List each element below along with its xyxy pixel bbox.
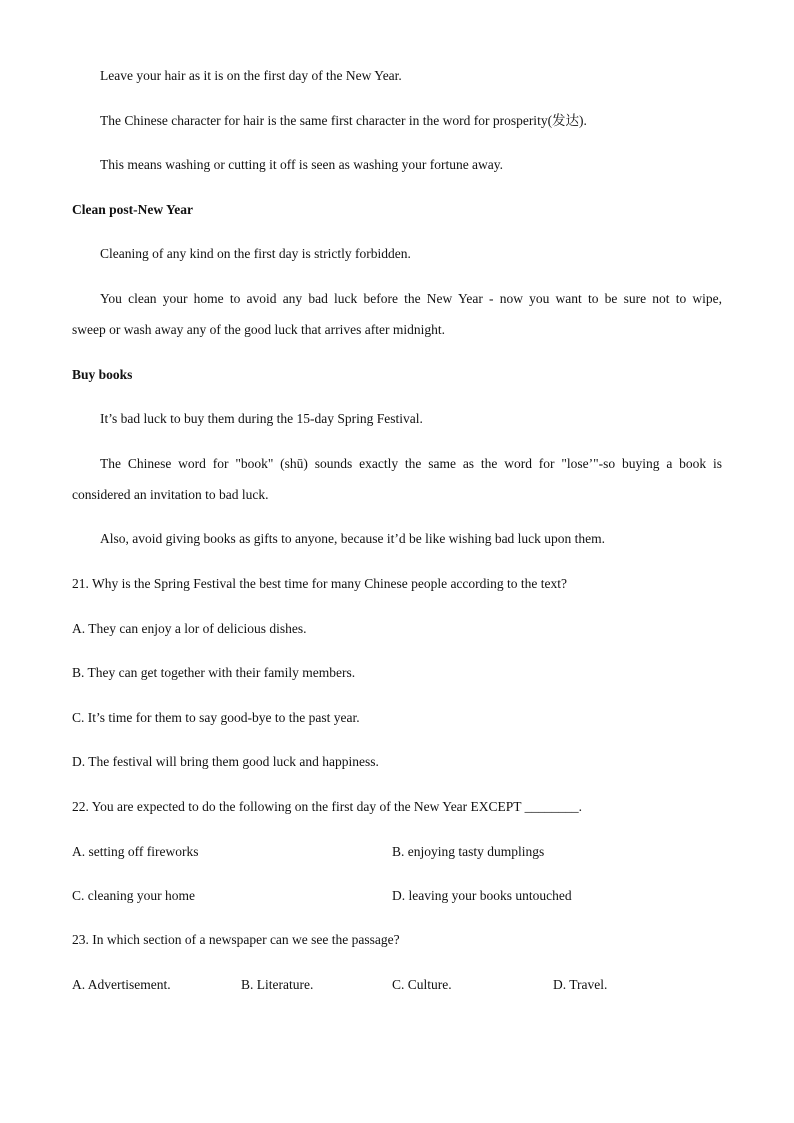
question-22-stem: 22. You are expected to do the following on the first day of the New Year EXCEPT ________.: [72, 799, 583, 814]
question-21-stem: 21. Why is the Spring Festival the best time for many Chinese people according to the text?: [72, 576, 568, 591]
question-22-option-c: C. cleaning your home: [72, 888, 195, 903]
question-23-option-a: A. Advertisement.: [72, 977, 171, 992]
paragraph-books-2-line-2: considered an invitation to bad luck.: [72, 487, 269, 502]
question-23-option-d: D. Travel.: [553, 977, 608, 992]
question-22-option-b: B. enjoying tasty dumplings: [392, 844, 545, 859]
question-21-option-c: C. It’s time for them to say good-bye to the past year.: [72, 710, 360, 725]
question-23-option-b: B. Literature.: [241, 977, 314, 992]
paragraph-clean-1: Cleaning of any kind on the first day is strictly forbidden.: [100, 246, 411, 261]
question-22-option-a: A. setting off fireworks: [72, 844, 199, 859]
question-23-option-c: C. Culture.: [392, 977, 452, 992]
section-heading-books: Buy books: [72, 367, 133, 382]
question-22-option-d: D. leaving your books untouched: [392, 888, 572, 903]
question-21-option-a: A. They can enjoy a lor of delicious dishes.: [72, 621, 307, 636]
section-heading-clean: Clean post-New Year: [72, 202, 193, 217]
paragraph-clean-2-line-2: sweep or wash away any of the good luck that arrives after midnight.: [72, 322, 446, 337]
paragraph-hair-3: This means washing or cutting it off is seen as washing your fortune away.: [100, 157, 504, 172]
paragraph-hair-1: Leave your hair as it is on the first day of the New Year.: [100, 68, 402, 83]
question-21-option-d: D. The festival will bring them good luck and happiness.: [72, 754, 379, 769]
paragraph-books-1: It’s bad luck to buy them during the 15-day Spring Festival.: [100, 411, 423, 426]
paragraph-books-2-line-1: The Chinese word for "book" (shū) sounds exactly the same as the word for "lose’"-so buying a book is: [100, 456, 722, 471]
paragraph-hair-2: The Chinese character for hair is the same first character in the word for prosperity(发达).: [100, 113, 587, 128]
question-21-option-b: B. They can get together with their family members.: [72, 665, 356, 680]
question-23-stem: 23. In which section of a newspaper can we see the passage?: [72, 932, 400, 947]
paragraph-books-3: Also, avoid giving books as gifts to anyone, because it’d be like wishing bad luck upon them.: [100, 531, 606, 546]
paragraph-clean-2-line-1: You clean your home to avoid any bad luck before the New Year - now you want to be sure not to wipe,: [100, 291, 722, 306]
